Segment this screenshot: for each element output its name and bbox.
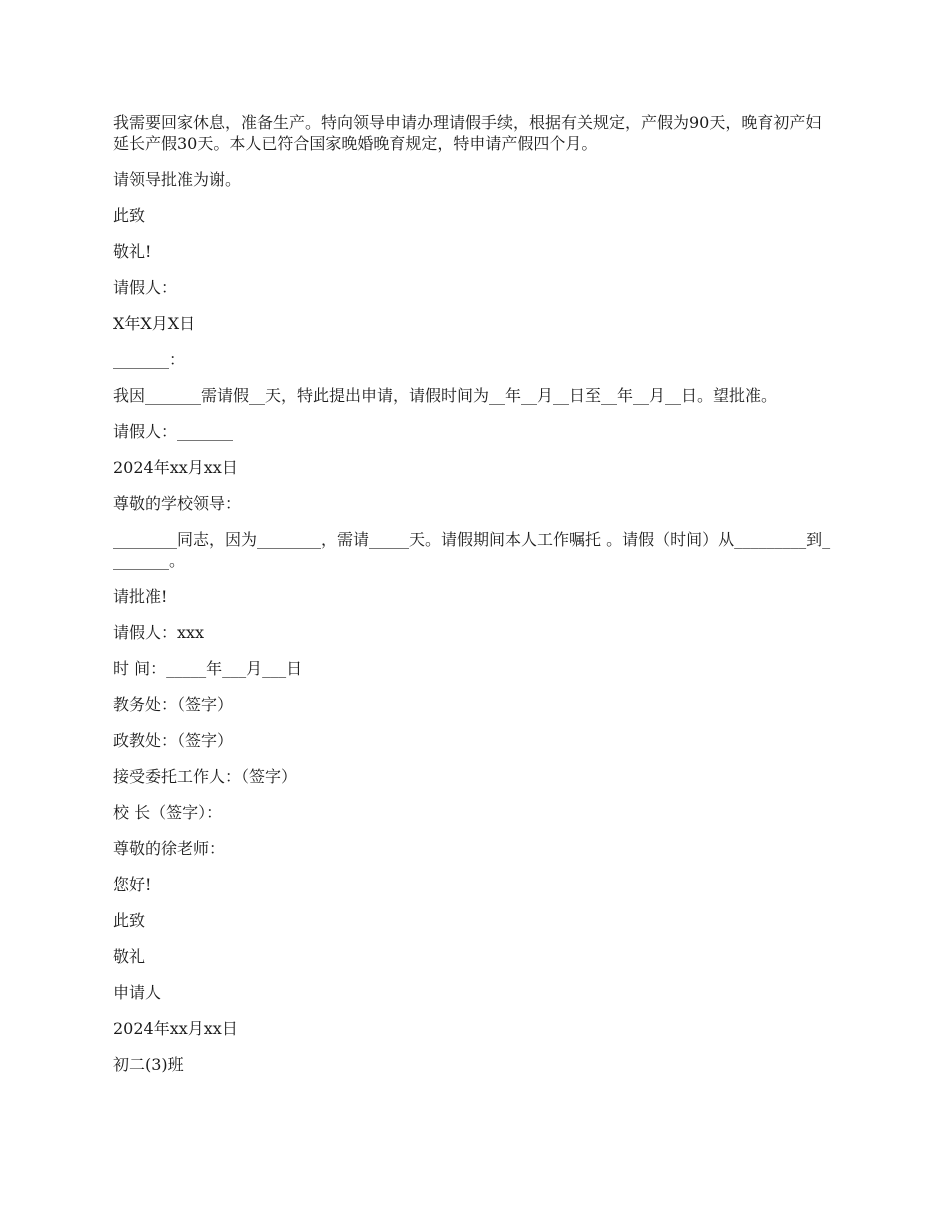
paragraph-maternity-request: 我需要回家休息，准备生产。特向领导申请办理请假手续，根据有关规定，产假为90天，晚育初产妇延长产假30天。本人已符合国家晚婚晚育规定，特申请产假四个月。 — [113, 113, 822, 153]
paragraph-class-name: 初二(3)班 — [113, 1055, 184, 1074]
paragraph-please-approve: 请批准! — [113, 587, 168, 606]
paragraph-principal-sign: 校 长（签字）： — [113, 803, 223, 822]
paragraph-leave-request-school: ________同志，因为________，需请_____天。请假期间本人工作嘱托 。请假（时间）从_________到________。 — [113, 530, 831, 570]
paragraph-salute-1: 敬礼! — [113, 242, 152, 261]
paragraph-applicant-xxx: 请假人：xxx — [113, 623, 205, 642]
paragraph-closing-1: 此致 — [113, 206, 146, 225]
paragraph-leave-template: 我因_______需请假__天，特此提出申请，请假时间为__年__月__日至__年__月__日。望批准。 — [113, 386, 778, 405]
paragraph-academic-office-sign: 教务处：（签字） — [113, 695, 234, 714]
paragraph-salutation-school: 尊敬的学校领导： — [113, 494, 242, 513]
paragraph-salutation-teacher: 尊敬的徐老师： — [113, 839, 226, 858]
paragraph-applicant-label-1: 请假人： — [113, 278, 178, 297]
paragraph-greeting: 您好! — [113, 875, 152, 894]
paragraph-date-1: X年X月X日 — [113, 314, 196, 333]
paragraph-political-office-sign: 政教处：（签字） — [113, 731, 234, 750]
paragraph-approval-thanks: 请领导批准为谢。 — [113, 170, 242, 189]
paragraph-delegate-sign: 接受委托工作人：（签字） — [113, 767, 298, 786]
paragraph-salute-2: 敬礼 — [113, 947, 146, 966]
paragraph-applicant-label-3: 申请人 — [113, 983, 162, 1002]
paragraph-applicant-label-2: 请假人：_______ — [113, 422, 234, 441]
paragraph-addressee-blank: _______： — [113, 350, 186, 369]
paragraph-date-3: 2024年xx月xx日 — [113, 1019, 238, 1038]
paragraph-time-blank: 时 间：_____年___月___日 — [113, 659, 303, 678]
document-page — [113, 112, 833, 1090]
paragraph-closing-2: 此致 — [113, 911, 146, 930]
paragraph-date-2: 2024年xx月xx日 — [113, 458, 238, 477]
